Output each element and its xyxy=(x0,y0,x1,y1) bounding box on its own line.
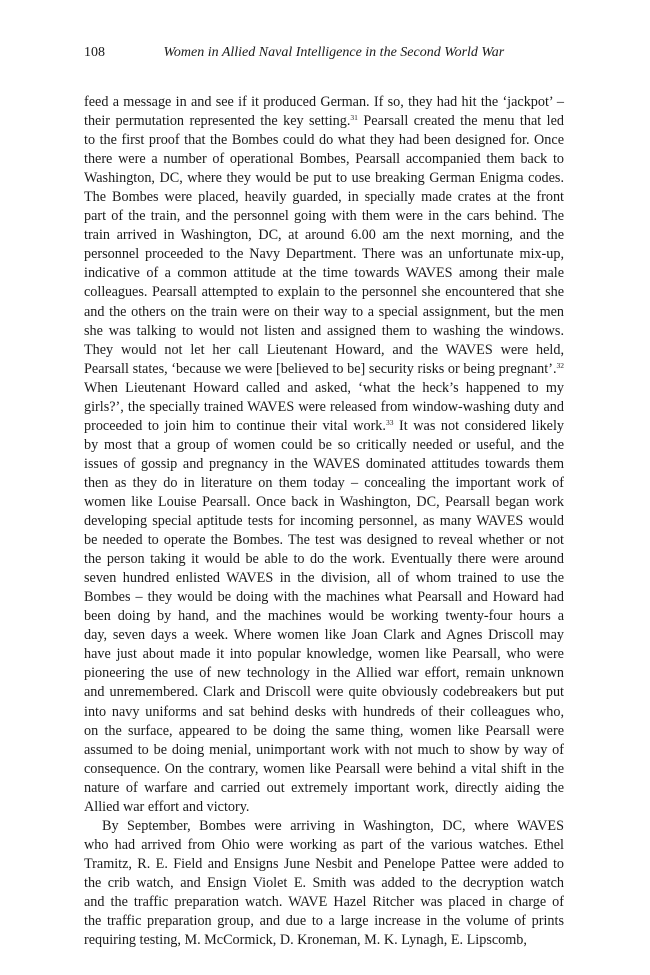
text-run: Pearsall states, ‘because we were [believed to be] security risks or being pregnant’. xyxy=(84,360,557,377)
text-run: nature of warfare and carried out extremely important work, directly aiding the xyxy=(84,779,564,796)
text-run: developing special aptitude tests for incoming personnel, as many WAVES would xyxy=(84,513,564,530)
text-line xyxy=(84,398,564,417)
text-line xyxy=(84,836,564,855)
text-run: have just about made it into popular knowledge, women like Pearsall, who were xyxy=(84,646,564,663)
text-line xyxy=(84,131,564,150)
text-run: be needed to operate the Bombes. The test was designed to reveal whether or not xyxy=(84,532,564,549)
text-line xyxy=(84,607,564,626)
text-run: By September, Bombes were arriving in Washington, DC, where WAVES xyxy=(102,817,564,834)
text-line xyxy=(84,455,564,474)
text-line xyxy=(84,893,564,912)
text-line xyxy=(84,360,564,379)
text-run: colleagues. Pearsall attempted to explain to the personnel she encountered that she xyxy=(84,284,564,301)
text-line xyxy=(84,245,564,264)
footnote-marker: 32 xyxy=(556,360,564,370)
text-run: It was not considered likely xyxy=(393,417,564,434)
text-run: women like Louise Pearsall. Once back in Washington, DC, Pearsall began work xyxy=(84,493,564,510)
footnote-marker: 31 xyxy=(350,113,358,123)
text-run: They would not let her call Lieutenant Howard, and the WAVES were held, xyxy=(84,341,564,358)
running-title: Women in Allied Naval Intelligence in the Second World War xyxy=(163,45,505,60)
text-line xyxy=(84,226,564,245)
text-run: by most that a group of women could be so critically needed or useful, and the xyxy=(84,436,564,453)
text-run: and the traffic preparation watch. WAVE Hazel Ritcher was placed in charge of xyxy=(84,893,564,910)
text-line xyxy=(84,931,564,950)
text-line xyxy=(84,779,564,798)
text-run: requiring testing, M. McCormick, D. Kroneman, M. K. Lynagh, E. Lipscomb, xyxy=(84,932,527,949)
text-line xyxy=(84,550,564,569)
text-run: girls?’, the specially trained WAVES were released from window-washing duty and xyxy=(84,398,564,415)
text-run: indicative of a common attitude at the time towards WAVES among their male xyxy=(84,265,564,282)
text-run: Bombes – they would be doing with the machines what Pearsall and Howard had xyxy=(84,589,564,606)
text-line xyxy=(84,703,564,722)
text-run: their permutation represented the key setting. xyxy=(84,113,351,130)
text-run: into navy uniforms and sat behind desks with hundreds of their colleagues who, xyxy=(84,703,564,720)
text-line xyxy=(84,493,564,512)
text-line xyxy=(84,322,564,341)
text-run: issues of gossip and pregnancy in the WAVES dominated attitudes towards them xyxy=(84,455,564,472)
text-line xyxy=(84,683,564,702)
text-line xyxy=(84,760,564,779)
body-text xyxy=(84,93,564,950)
text-run: assumed to be doing menial, unimportant work with not much to show by way of xyxy=(84,741,564,758)
text-line xyxy=(84,874,564,893)
text-run: seven hundred enlisted WAVES in the division, all of whom trained to use the xyxy=(84,570,564,587)
text-line xyxy=(84,474,564,493)
text-line xyxy=(84,588,564,607)
paragraph xyxy=(84,93,564,817)
text-line xyxy=(84,150,564,169)
text-line xyxy=(84,112,564,131)
text-run: day, seven days a week. Where women like Joan Clark and Agnes Driscoll may xyxy=(84,627,564,644)
text-line xyxy=(84,531,564,550)
text-run: train arrived in Washington, DC, at around 6.00 am the next morning, and the xyxy=(84,227,564,244)
text-line xyxy=(84,341,564,360)
text-line xyxy=(84,264,564,283)
text-run: personnel proceeded to the Navy Department. There was an unfortunate mix-up, xyxy=(84,246,564,263)
text-run: who had arrived from Ohio were working as part of the various watches. Ethel xyxy=(84,836,564,853)
text-line xyxy=(84,912,564,931)
footnote-marker: 33 xyxy=(385,417,394,427)
text-line xyxy=(84,93,564,112)
text-run: Tramitz, R. E. Field and Ensigns June Nesbit and Penelope Pattee were added to xyxy=(84,855,564,872)
text-line xyxy=(84,626,564,645)
text-run: the traffic preparation group, and due to a large increase in the volume of prints xyxy=(84,913,564,930)
text-line xyxy=(84,188,564,207)
page-number: 108 xyxy=(84,45,105,60)
text-line xyxy=(84,569,564,588)
text-line xyxy=(84,722,564,741)
text-line xyxy=(84,436,564,455)
paragraph xyxy=(84,817,564,950)
text-run: The Bombes were placed, heavily guarded, in specially made crates at the front xyxy=(84,189,564,206)
text-run: to the first proof that the Bombes could do what they had been designed for. Once xyxy=(84,132,564,149)
text-run: and unremembered. Clark and Driscoll were quite obviously codebreakers but put xyxy=(84,684,564,701)
text-run: part of the train, and the personnel going with them were in the cars behind. The xyxy=(84,208,564,225)
text-line xyxy=(84,417,564,436)
text-line xyxy=(84,645,564,664)
text-run: there were a number of operational Bombes, Pearsall accompanied them back to xyxy=(84,151,564,168)
text-line xyxy=(84,817,564,836)
text-line xyxy=(84,169,564,188)
text-run: When Lieutenant Howard called and asked, ‘what the heck’s happened to my xyxy=(84,379,564,396)
text-run: the person taking it would be able to do the work. Eventually there were around xyxy=(84,551,564,568)
text-run: Pearsall created the menu that led xyxy=(357,113,564,130)
text-line xyxy=(84,303,564,322)
text-line xyxy=(84,207,564,226)
text-run: she was talking to would not listen and assigned them to washing the windows. xyxy=(84,322,564,339)
text-run: feed a message in and see if it produced German. If so, they had hit the ‘jackpot’ – xyxy=(84,94,564,110)
text-line xyxy=(84,283,564,302)
text-run: on the surface, appeared to be doing the same thing, women like Pearsall were xyxy=(84,722,564,739)
text-run: consequence. On the contrary, women like Pearsall were behind a vital shift in the xyxy=(84,760,564,777)
text-run: proceeded to join him to continue their vital work. xyxy=(84,417,386,434)
text-line xyxy=(84,741,564,760)
text-line xyxy=(84,855,564,874)
text-line xyxy=(84,664,564,683)
text-line xyxy=(84,798,564,817)
text-run: and the others on the train were on their way to a special assignment, but the men xyxy=(84,303,564,320)
text-run: Allied war effort and victory. xyxy=(84,798,250,815)
text-line xyxy=(84,379,564,398)
text-run: pioneering the use of new technology in the Allied war effort, remain unknown xyxy=(84,665,564,682)
text-run: the crib watch, and Ensign Violet E. Smith was added to the decryption watch xyxy=(84,874,564,891)
text-run: been doing by hand, and the machines would be working twenty-four hours a xyxy=(84,608,564,625)
running-head xyxy=(84,44,566,62)
text-run: Washington, DC, where they would be put to use breaking German Enigma codes. xyxy=(84,170,564,187)
text-line xyxy=(84,512,564,531)
text-run: then as they do in literature on them today – concealing the important work of xyxy=(84,474,564,491)
